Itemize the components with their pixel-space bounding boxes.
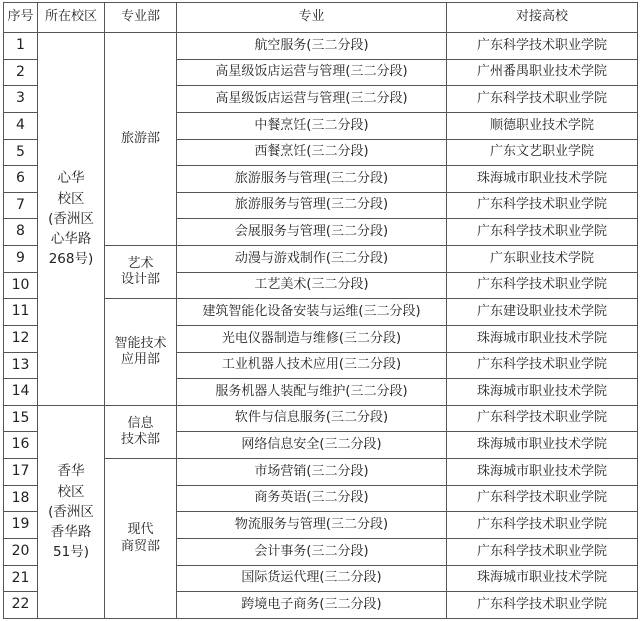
row-number: 9 xyxy=(4,246,38,273)
department-line: 商贸部 xyxy=(120,538,160,554)
row-number: 19 xyxy=(4,512,38,539)
department-cell xyxy=(105,33,177,246)
department-line: 智能技术 xyxy=(114,335,167,351)
row-number: 2 xyxy=(4,59,38,86)
partner-school-cell: 广东科学技术职业学院 xyxy=(447,86,638,113)
campus-line: 心华 xyxy=(57,170,85,187)
campus-line: 香华路 xyxy=(50,524,92,540)
major-cell: 国际货运代理(三二分段) xyxy=(177,565,447,592)
row-number: 22 xyxy=(4,592,38,619)
campus-line: 校区 xyxy=(57,190,85,207)
row-number: 11 xyxy=(4,299,38,326)
partner-school-cell: 珠海城市职业技术学院 xyxy=(447,432,638,459)
department-line: 现代 xyxy=(127,522,154,538)
partner-school-cell: 广东科学技术职业学院 xyxy=(447,405,638,432)
major-cell: 市场营销(三二分段) xyxy=(177,459,447,486)
department-cell xyxy=(105,459,177,619)
partner-school-cell: 广东建设职业技术学院 xyxy=(447,299,638,326)
row-number: 14 xyxy=(4,379,38,406)
department-cell xyxy=(105,246,177,299)
row-number: 15 xyxy=(4,405,38,432)
row-number: 12 xyxy=(4,325,38,352)
major-cell: 服务机器人装配与维护(三二分段) xyxy=(177,379,447,406)
partner-school-cell: 珠海城市职业技术学院 xyxy=(447,325,638,352)
row-number: 21 xyxy=(4,565,38,592)
campus-line: 校区 xyxy=(57,483,85,500)
department-cell xyxy=(105,299,177,406)
header-row xyxy=(4,3,638,33)
major-cell: 中餐烹饪(三二分段) xyxy=(177,112,447,139)
partner-school-cell: 广东科学技术职业学院 xyxy=(447,192,638,219)
partner-school-cell: 广东科学技术职业学院 xyxy=(447,485,638,512)
row-number: 17 xyxy=(4,459,38,486)
row-number: 20 xyxy=(4,538,38,565)
department-line: 应用部 xyxy=(120,352,160,367)
major-cell: 会计事务(三二分段) xyxy=(177,538,447,565)
partner-school-cell: 广东科学技术职业学院 xyxy=(447,272,638,299)
partner-school-cell: 广东科学技术职业学院 xyxy=(447,592,638,619)
header-major: 专业 xyxy=(177,3,447,33)
major-cell: 跨境电子商务(三二分段) xyxy=(177,592,447,619)
campus-line: 香华 xyxy=(57,463,85,480)
major-cell: 建筑智能化设备安装与运维(三二分段) xyxy=(177,299,447,326)
major-cell: 商务英语(三二分段) xyxy=(177,485,447,512)
row-number: 3 xyxy=(4,86,38,113)
header-partner-school: 对接高校 xyxy=(447,3,638,33)
major-cell: 工艺美术(三二分段) xyxy=(177,272,447,299)
department-cell xyxy=(105,405,177,458)
campus-cell xyxy=(38,33,105,406)
row-number: 7 xyxy=(4,192,38,219)
table-row xyxy=(4,33,638,60)
major-cell: 西餐烹饪(三二分段) xyxy=(177,139,447,166)
major-cell: 旅游服务与管理(三二分段) xyxy=(177,166,447,193)
major-cell: 航空服务(三二分段) xyxy=(177,33,447,60)
partner-school-cell: 珠海城市职业技术学院 xyxy=(447,459,638,486)
partner-school-cell: 广东科学技术职业学院 xyxy=(447,512,638,539)
partner-school-cell: 顺德职业技术学院 xyxy=(447,112,638,139)
campus-line: (香洲区 xyxy=(48,503,94,520)
partner-school-cell: 珠海城市职业技术学院 xyxy=(447,565,638,592)
partner-school-cell: 广东科学技术职业学院 xyxy=(447,219,638,246)
row-number: 10 xyxy=(4,272,38,299)
major-cell: 旅游服务与管理(三二分段) xyxy=(177,192,447,219)
campus-line: (香洲区 xyxy=(48,210,94,227)
major-cell: 高星级饭店运营与管理(三二分段) xyxy=(177,86,447,113)
row-number: 16 xyxy=(4,432,38,459)
majors-table xyxy=(3,2,638,619)
row-number: 6 xyxy=(4,166,38,193)
major-cell: 物流服务与管理(三二分段) xyxy=(177,512,447,539)
partner-school-cell: 广东科学技术职业学院 xyxy=(447,33,638,60)
partner-school-cell: 珠海城市职业技术学院 xyxy=(447,166,638,193)
partner-school-cell: 广东科学技术职业学院 xyxy=(447,538,638,565)
header-campus: 所在校区 xyxy=(38,3,105,33)
row-number: 4 xyxy=(4,112,38,139)
campus-line: 心华路 xyxy=(50,231,92,247)
department-line: 信息 xyxy=(127,415,154,431)
header-department: 专业部 xyxy=(105,3,177,33)
partner-school-cell: 广东科学技术职业学院 xyxy=(447,352,638,379)
partner-school-cell: 广州番禺职业技术学院 xyxy=(447,59,638,86)
table-row xyxy=(4,405,638,432)
row-number: 8 xyxy=(4,219,38,246)
major-cell: 高星级饭店运营与管理(三二分段) xyxy=(177,59,447,86)
header-no: 序号 xyxy=(4,3,38,33)
major-cell: 动漫与游戏制作(三二分段) xyxy=(177,246,447,273)
row-number: 1 xyxy=(4,33,38,60)
row-number: 18 xyxy=(4,485,38,512)
campus-line: 51号) xyxy=(53,544,89,561)
major-cell: 网络信息安全(三二分段) xyxy=(177,432,447,459)
department-line: 技术部 xyxy=(120,431,160,447)
partner-school-cell: 珠海城市职业技术学院 xyxy=(447,379,638,406)
major-cell: 光电仪器制造与维修(三二分段) xyxy=(177,325,447,352)
department-line: 旅游部 xyxy=(120,130,160,146)
major-cell: 工业机器人技术应用(三二分段) xyxy=(177,352,447,379)
campus-cell xyxy=(38,405,105,618)
major-cell: 软件与信息服务(三二分段) xyxy=(177,405,447,432)
campus-line: 268号) xyxy=(48,251,94,268)
row-number: 5 xyxy=(4,139,38,166)
partner-school-cell: 广东文艺职业学院 xyxy=(447,139,638,166)
major-cell: 会展服务与管理(三二分段) xyxy=(177,219,447,246)
department-line: 艺术 xyxy=(127,255,154,271)
partner-school-cell: 广东职业技术学院 xyxy=(447,246,638,273)
row-number: 13 xyxy=(4,352,38,379)
department-line: 设计部 xyxy=(120,272,160,288)
